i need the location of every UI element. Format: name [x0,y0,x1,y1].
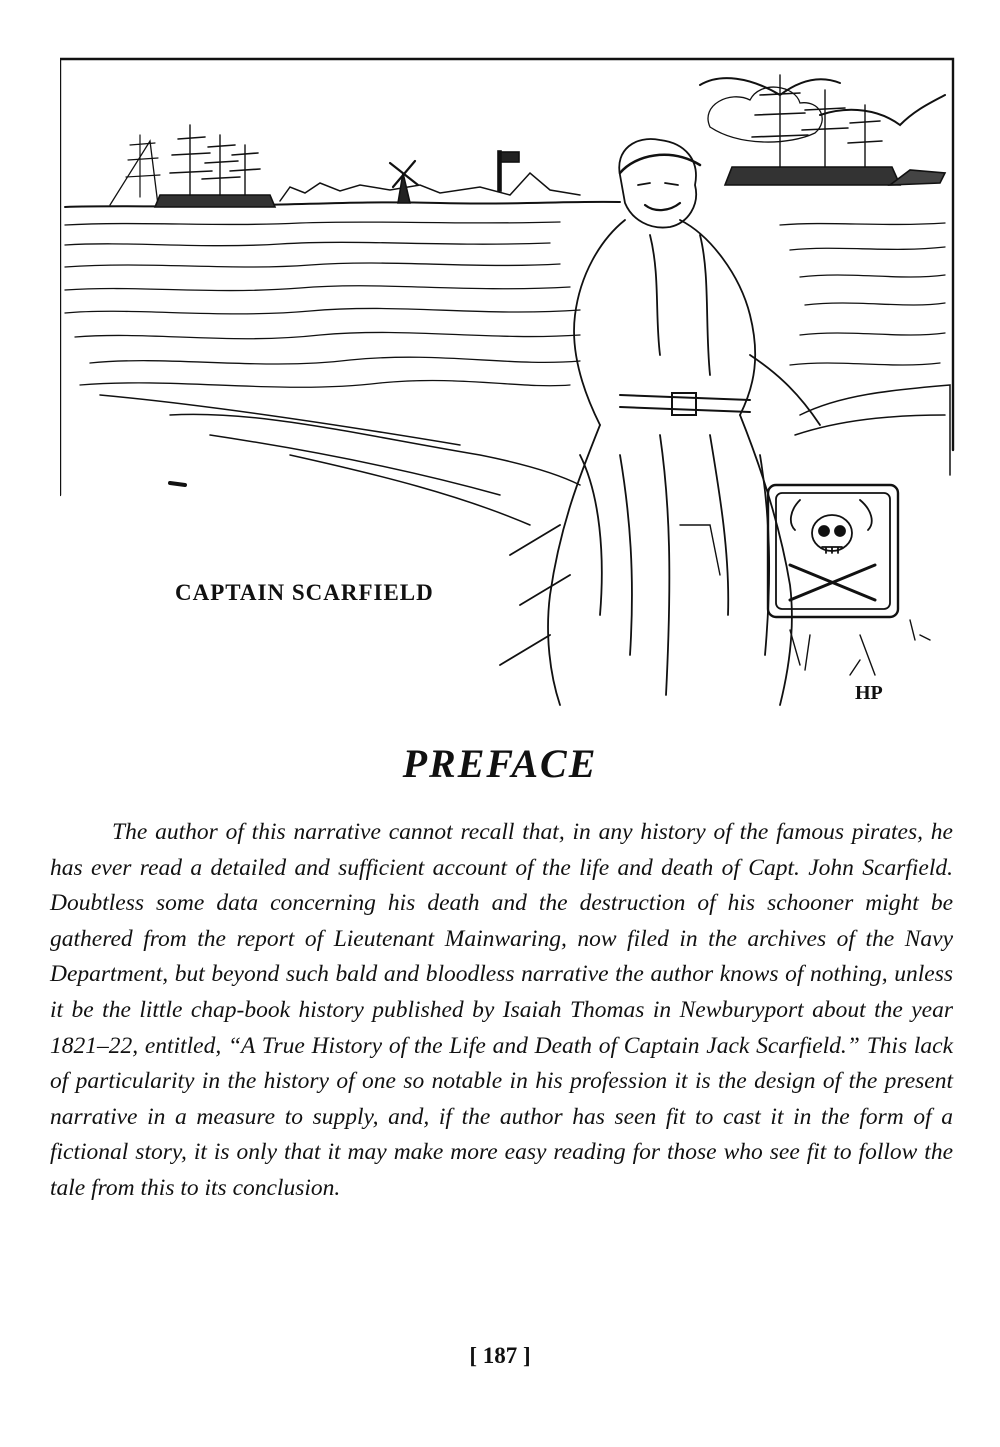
ship-deck [100,385,950,525]
page-title: PREFACE [402,741,598,786]
illustration-caption: CAPTAIN SCARFIELD [175,580,434,605]
page-number: [ 187 ] [469,1343,531,1368]
sea-waves [65,222,945,387]
jolly-roger-flag-icon [768,485,898,617]
artist-monogram: HP [855,682,883,704]
horizon-shoreline [65,151,620,207]
foreground-tufts [790,620,930,675]
sailing-ships-left [110,125,275,207]
warship-right [708,75,945,185]
illustration-frame [60,59,953,495]
windmill-left [390,161,418,203]
frontispiece-illustration [60,55,955,750]
pirate-captain-figure [500,139,820,705]
preface-paragraph: The author of this narrative cannot recall that, in any history of the famous pirates, he has ever read a detailed and sufficient account of the life and death of Capt. John Scarfield. Doubtless some data concerning his death and the destruction of his schooner might be gathered from the report of Lieutenant Mainwaring, now filed in the archives of the Navy Department, but beyond such bald and bloodless narrative the author knows of nothing, unless it be the little chap-book history published by Isaiah Thomas in Newburyport about the year 1821–22, entitled, “A True History of the Life and Death of Captain Jack Scarfield.” This lack of particularity in the history of one so notable in his profession it is the design of the present narrative in a measure to supply, and, if the author has seen fit to cast it in the form of a fictional story, it is only that it may make more easy reading for those who see fit to follow the tale from this to its conclusion. [50,819,953,1201]
